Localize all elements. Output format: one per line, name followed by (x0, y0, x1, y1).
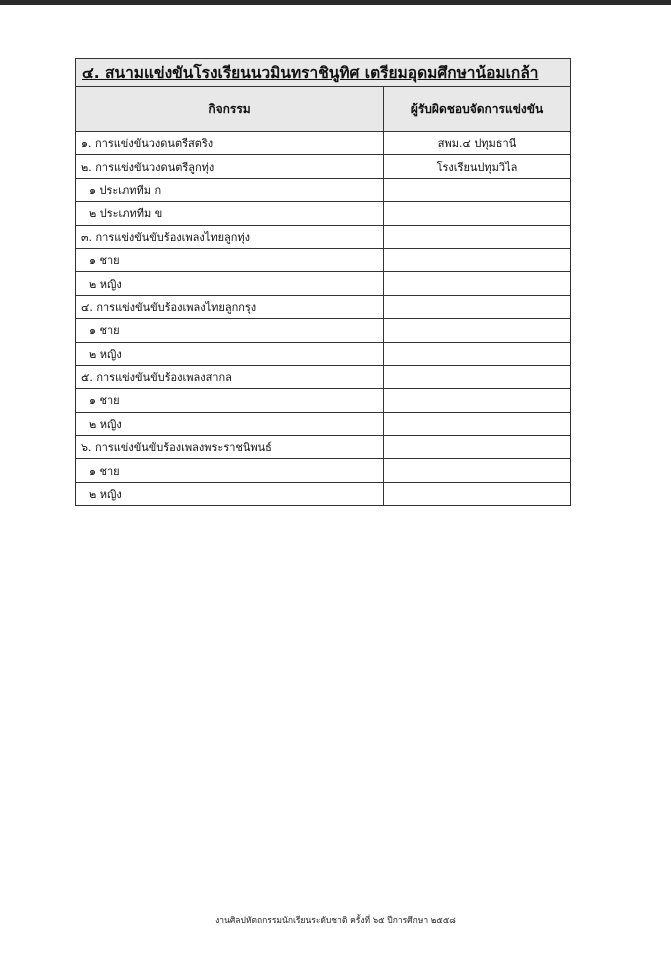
table-row (76, 132, 571, 155)
table-row (76, 295, 571, 318)
table-row (76, 365, 571, 388)
table-row (76, 436, 571, 459)
activity-cell: ๖. การแข่งขันขับร้องเพลงพระราชนิพนธ์ (76, 436, 384, 459)
table-row (76, 319, 571, 342)
organizer-cell (384, 225, 571, 248)
table-row (76, 155, 571, 178)
organizer-cell (384, 436, 571, 459)
page-footer: งานศิลปหัตถกรรมนักเรียนระดับชาติ ครั้งที่ ๖๕ ปีการศึกษา ๒๕๕๘ (215, 916, 456, 926)
organizer-cell: โรงเรียนปทุมวิไล (384, 155, 571, 178)
organizer-cell (384, 319, 571, 342)
activity-cell: ๑ ชาย (76, 319, 384, 342)
table-row (76, 178, 571, 201)
organizer-cell (384, 178, 571, 201)
activity-cell: ๓. การแข่งขันขับร้องเพลงไทยลูกทุ่ง (76, 225, 384, 248)
organizer-cell (384, 342, 571, 365)
organizer-cell (384, 202, 571, 225)
column-header-activity: กิจกรรม (76, 87, 384, 132)
activity-cell: ๑ ชาย (76, 389, 384, 412)
top-border (0, 0, 671, 5)
activity-cell: ๔. การแข่งขันขับร้องเพลงไทยลูกกรุง (76, 295, 384, 318)
table-row (76, 272, 571, 295)
organizer-cell (384, 412, 571, 435)
activity-cell: ๑ ชาย (76, 248, 384, 271)
activity-cell: ๑ ประเภททีม ก (76, 178, 384, 201)
activity-cell: ๒ ประเภททีม ข (76, 202, 384, 225)
table-row (76, 248, 571, 271)
table-row (76, 342, 571, 365)
table-row (76, 202, 571, 225)
table-row (76, 412, 571, 435)
organizer-cell: สพม.๔ ปทุมธานี (384, 132, 571, 155)
table-row (76, 459, 571, 482)
organizer-cell (384, 365, 571, 388)
activity-cell: ๕. การแข่งขันขับร้องเพลงสากล (76, 365, 384, 388)
activity-cell: ๑. การแข่งขันวงดนตรีสตริง (76, 132, 384, 155)
activity-cell: ๒ หญิง (76, 272, 384, 295)
activity-cell: ๒ หญิง (76, 342, 384, 365)
table-row (76, 389, 571, 412)
table-row (76, 482, 571, 505)
section-title: ๔. สนามแข่งขันโรงเรียนนวมินทราชินูทิศ เตรียมอุดมศึกษาน้อมเกล้า (76, 59, 571, 87)
organizer-cell (384, 482, 571, 505)
activity-cell: ๒ หญิง (76, 482, 384, 505)
organizer-cell (384, 248, 571, 271)
column-header-organizer: ผู้รับผิดชอบจัดการแข่งขัน (384, 87, 571, 132)
activity-cell: ๒. การแข่งขันวงดนตรีลูกทุ่ง (76, 155, 384, 178)
organizer-cell (384, 272, 571, 295)
table-row (76, 225, 571, 248)
organizer-cell (384, 389, 571, 412)
organizer-cell (384, 459, 571, 482)
activity-cell: ๒ หญิง (76, 412, 384, 435)
organizer-cell (384, 295, 571, 318)
competition-table (75, 58, 571, 506)
activity-cell: ๑ ชาย (76, 459, 384, 482)
